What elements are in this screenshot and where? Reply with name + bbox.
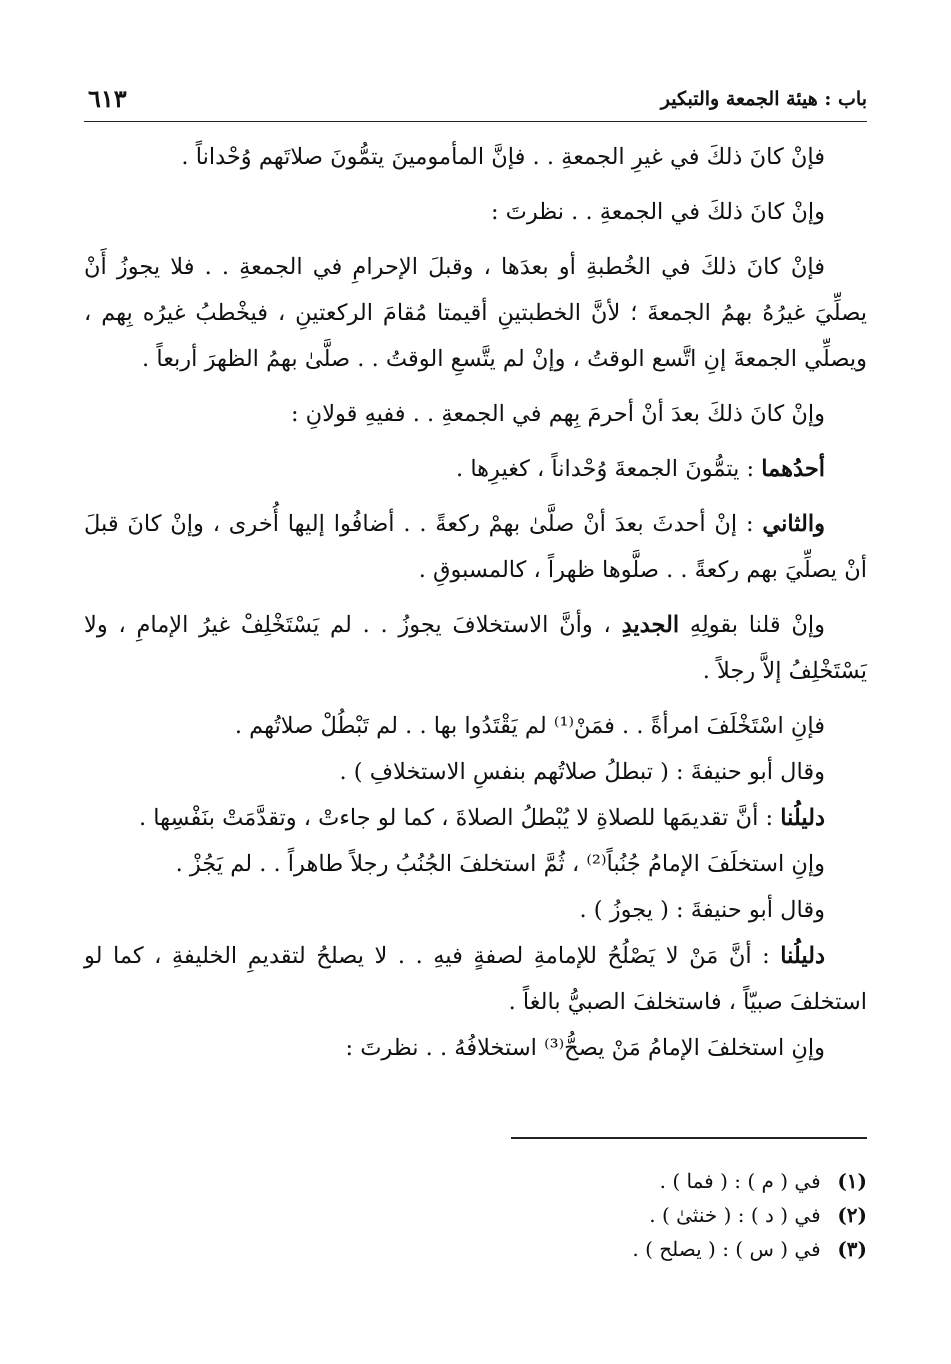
paragraph [84,189,867,235]
paragraph-lead: دليلُنا [780,943,825,969]
paragraph [84,391,867,437]
paragraph-text: وإنْ قلنا بقولِهِ [679,612,826,638]
paragraph [84,501,867,593]
paragraph [84,602,867,694]
paragraph [84,1025,867,1071]
page-header [84,84,867,118]
paragraph-text: وقال أبو حنيفةَ : ( يجوزُ ) . [579,897,825,923]
paragraph [84,933,867,1025]
paragraph-text: وإنِ استخلَفَ الإمامُ جُنُباً⁽²⁾ ، ثُمَّ استخلفَ الجُنُبُ رجلاً طاهراً . . لم يَجُزْ . [175,851,825,877]
footnote-text: في ( د ) : ( خنثىٰ ) . [649,1203,821,1227]
paragraph-text: : أنَّ تقديمَها للصلاةِ لا يُبْطلُ الصلاةَ ، كما لو جاءتْ ، وتقدَّمَتْ بنَفْسِها . [138,805,781,831]
paragraph-lead: دليلُنا [780,805,825,831]
footnote-number: (١) [837,1169,867,1193]
footnote-text: في ( م ) : ( فما ) . [659,1169,821,1193]
paragraph-text: فإنْ كانَ ذلكَ في غيرِ الجمعةِ . . فإنَّ المأمومينَ يتمُّونَ صلاتَهم وُحْداناً . [181,144,825,170]
footnote-divider [511,1137,867,1139]
running-title: باب : هيئة الجمعة والتبكير [660,88,867,110]
paragraph-text: : يتمُّونَ الجمعةَ وُحْداناً ، كغيرِها . [456,456,762,482]
paragraph-text: فإنِ اسْتَخْلَفَ امرأةً . . فمَنْ⁽¹⁾ لم يَقْتَدُوا بها . . لم تَبْطُلْ صلاتُهم . [234,713,825,739]
paragraph [84,703,867,749]
paragraph-text: : إنْ أحدثَ بعدَ أنْ صلَّىٰ بهمْ ركعةً . . أضافُوا إليها أُخرى ، وإنْ كانَ قبلَ أنْ يصلِّيَ بهم ركعةً . . صلَّوها ظهراً ، كالمسبوقِ . [84,511,867,583]
paragraph [84,795,867,841]
footnote-number: (٢) [837,1203,867,1227]
page-number: ٦١٣ [88,84,127,113]
paragraph-text: ، وأنَّ الاستخلافَ يجوزُ . . لم يَسْتَخْلِفْ غيرُ الإمامِ ، ولا يَسْتَخْلِفُ إلاَّ رجلاً . [84,612,867,684]
paragraph [84,749,867,795]
paragraph [84,244,867,382]
paragraph-lead: أحدُهما [761,456,825,482]
paragraph-lead: الجديدِ [621,612,680,638]
footnote-text: في ( س ) : ( يصلح ) . [632,1237,821,1261]
paragraph-lead: والثاني [762,511,825,537]
paragraph-text: : أنَّ مَنْ لا يَصْلُحُ للإمامةِ لصفةٍ فيهِ . . لا يصلحُ لتقديمِ الخليفةِ ، كما لو استخلفَ صبيّاً ، فاستخلفَ الصبيُّ بالغاً . [84,943,867,1015]
footnote [347,1164,867,1198]
footnote [347,1198,867,1232]
paragraph-text: وإنِ استخلفَ الإمامُ مَنْ يصحُّ⁽³⁾ استخلافُهُ . . نظرتَ : [345,1035,825,1061]
paragraph-text: وإنْ كانَ ذلكَ بعدَ أنْ أحرمَ بِهم في الجمعةِ . . ففيهِ قولانِ : [290,401,825,427]
paragraph-text: وإنْ كانَ ذلكَ في الجمعةِ . . نظرتَ : [490,199,825,225]
paragraph [84,887,867,933]
paragraph [84,134,867,180]
paragraph [84,841,867,887]
footnote [347,1232,867,1266]
paragraph [84,446,867,492]
paragraph-text: فإنْ كانَ ذلكَ في الخُطبةِ أو بعدَها ، وقبلَ الإحرامِ في الجمعةِ . . فلا يجوزُ أَنْ يصلِّيَ غيرُهُ بهمُ الجمعةَ ؛ لأنَّ الخطبتينِ أقيمتا مُقامَ الركعتينِ ، فيخْطبُ غيرُه بِهم ، ويصلِّي الجمعةَ إنِ اتَّسع الوقتُ ، وإنْ لم يتَّسعِ الوقتُ . . صلَّىٰ بهمُ الظهرَ أربعاً . [84,254,867,372]
main-text [84,134,867,1071]
footnotes [347,1164,867,1266]
paragraph-text: وقال أبو حنيفةَ : ( تبطلُ صلاتُهم بنفسِ الاستخلافِ ) . [339,759,825,785]
footnote-number: (٣) [837,1237,867,1261]
header-divider [84,121,867,122]
